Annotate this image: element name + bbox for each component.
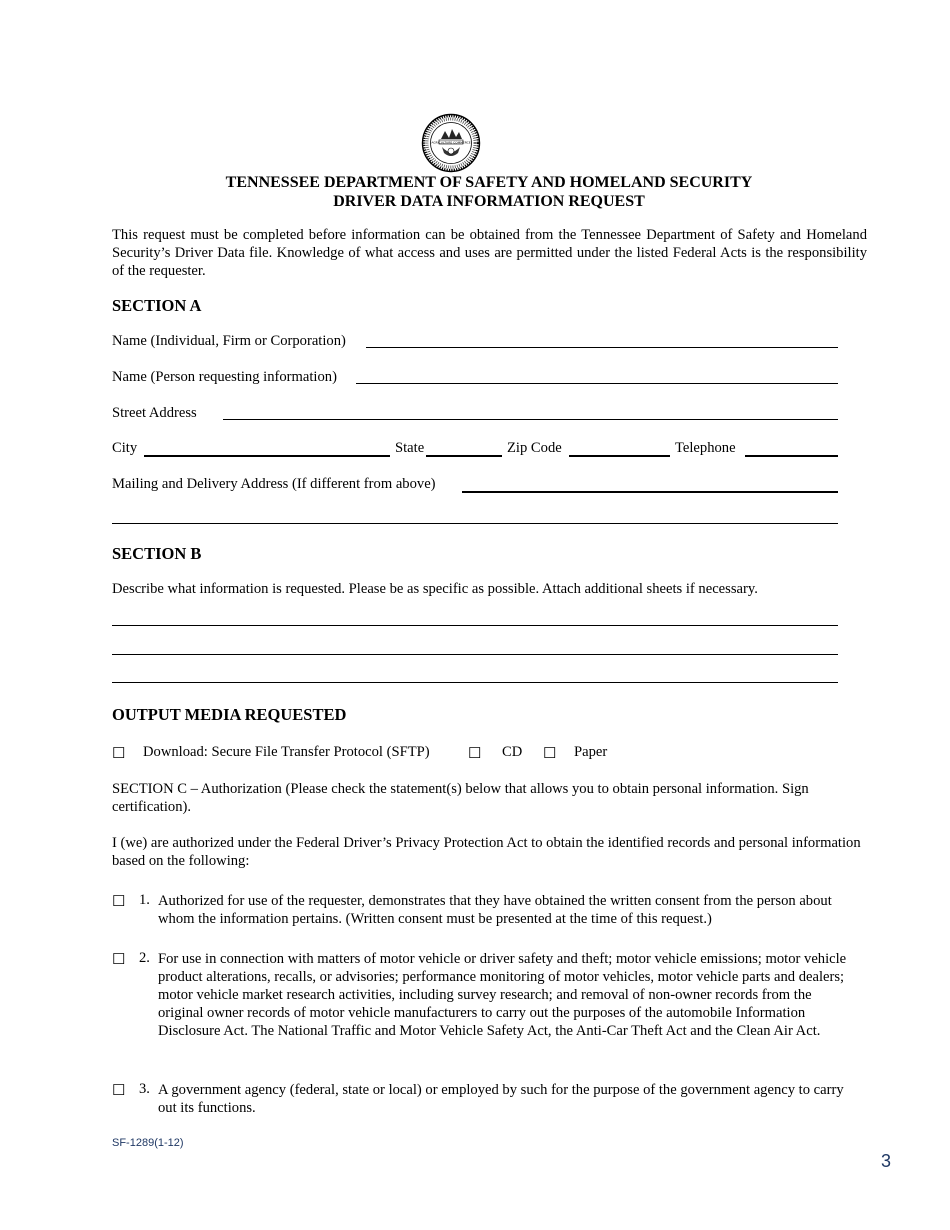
section-b-instructions: Describe what information is requested. Please be as specific as possible. Attach additional sheets if necessary. [112, 581, 758, 597]
state-field[interactable] [426, 455, 502, 457]
item-3-text: A government agency (federal, state or local) or employed by such for the purpose of the government agency to carry out its functions. [158, 1082, 844, 1116]
street-label: Street Address [112, 405, 197, 421]
telephone-field[interactable] [745, 455, 838, 457]
section-c-intro: SECTION C – Authorization (Please check the statement(s) below that allows you to obtain personal information. Sign certification). [112, 781, 809, 815]
name-org-field[interactable] [366, 347, 838, 348]
section-a-heading: SECTION A [112, 296, 202, 315]
paper-label: Paper [574, 744, 608, 760]
seal-text: AGRICULTURE COMMERCE [431, 140, 471, 145]
state-label: State [395, 440, 425, 456]
name-person-field[interactable] [356, 383, 838, 384]
item-3-checkbox[interactable]: ☐ [112, 1083, 126, 1099]
sftp-label: Download: Secure File Transfer Protocol (SFTP) [143, 744, 430, 760]
item-2-checkbox[interactable]: ☐ [112, 952, 126, 968]
city-field[interactable] [144, 455, 390, 457]
output-media-heading: OUTPUT MEDIA REQUESTED [112, 705, 347, 724]
item-2-text: For use in connection with matters of motor vehicle or driver safety and theft; motor vehicle emissions; motor vehicle product alterations, recalls, or advisories; performance monitoring of motor vehicles, motor vehicle parts and dealers; motor vehicle market research activities, including survey research; and removal of non-owner records from the original owner records of motor vehicle manufacturers to carry out the purposes of the automobile Information Disclosure Act. The National Traffic and Motor Vehicle Safety Act, the Anti-Car Theft Act and the Clean Air Act. [158, 951, 847, 1039]
item-3-number: 3. [139, 1081, 150, 1097]
state-seal [421, 113, 481, 173]
mailing-field-line-2[interactable] [112, 523, 838, 524]
sftp-checkbox[interactable]: ☐ [112, 746, 126, 762]
name-person-label: Name (Person requesting information) [112, 369, 337, 385]
page-number: 3 [881, 1151, 892, 1171]
street-address-field[interactable] [223, 419, 838, 420]
mailing-field[interactable] [462, 491, 838, 493]
name-org-label: Name (Individual, Firm or Corporation) [112, 333, 346, 349]
cd-checkbox[interactable]: ☐ [468, 746, 482, 762]
mailing-label: Mailing and Delivery Address (If different from above) [112, 476, 436, 492]
authorization-statement: I (we) are authorized under the Federal Driver’s Privacy Protection Act to obtain the identified records and personal information based on the following: [112, 835, 861, 869]
item-2-number: 2. [139, 950, 150, 966]
description-line-3[interactable] [112, 682, 838, 683]
paper-checkbox[interactable]: ☐ [543, 746, 557, 762]
form-code: SF-1289(1-12) [112, 1137, 184, 1149]
cd-label: CD [502, 744, 523, 760]
department-title: TENNESSEE DEPARTMENT OF SAFETY AND HOMELAND SECURITY [225, 174, 753, 191]
description-line-2[interactable] [112, 654, 838, 655]
telephone-label: Telephone [675, 440, 736, 456]
item-1-number: 1. [139, 892, 150, 908]
section-b-heading: SECTION B [112, 544, 202, 563]
city-label: City [112, 440, 138, 456]
form-title: DRIVER DATA INFORMATION REQUEST [333, 193, 645, 210]
description-line-1[interactable] [112, 625, 838, 626]
item-1-checkbox[interactable]: ☐ [112, 894, 126, 910]
zip-label: Zip Code [507, 440, 562, 456]
intro-paragraph: This request must be completed before information can be obtained from the Tennessee Department of Safety and Homeland Security’s Driver Data file. Knowledge of what access and uses are permitted under the listed Federal Acts is the responsibility of the requester. [112, 227, 867, 279]
zip-field[interactable] [569, 455, 670, 457]
item-1-text: Authorized for use of the requester, demonstrates that they have obtained the written consent from the person about whom the information pertains. (Written consent must be presented at the time of this request.) [158, 893, 832, 927]
